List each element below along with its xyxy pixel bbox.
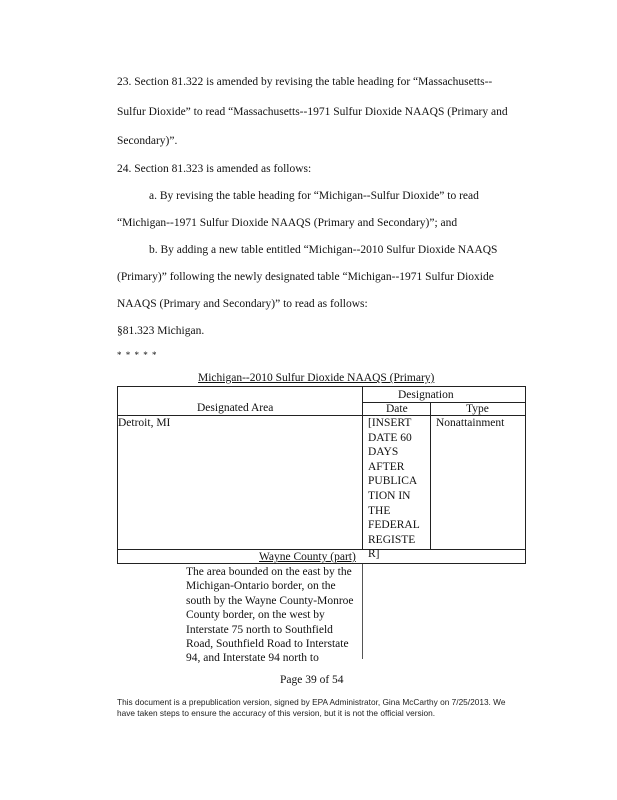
date-line: DAYS [368, 446, 399, 459]
para-23-line2: Sulfur Dioxide” to read “Massachusetts--1971 Sulfur Dioxide NAAQS (Primary and [117, 106, 508, 118]
header-type: Type [466, 403, 489, 415]
date-line: AFTER [368, 460, 405, 473]
desc-col-rule [362, 564, 363, 659]
item-a-line2: “Michigan--1971 Sulfur Dioxide NAAQS (Primary and Secondary)”; and [117, 217, 458, 229]
area-col-rule [362, 386, 363, 549]
para-24: 24. Section 81.323 is amended as follows: [117, 163, 312, 175]
cell-area-detroit: Detroit, MI [118, 417, 171, 429]
date-line: TION IN [368, 489, 411, 502]
date-col-rule [430, 402, 431, 549]
cell-type-nonattainment: Nonattainment [436, 417, 505, 429]
footer-disclaimer: This document is a prepublication version, signed by EPA Administrator, Gina McCarthy on 7/25/2013. We have taken steps to ensure the accuracy of this version, but it is not the official version. [117, 697, 506, 718]
date-line: REGISTE [368, 533, 416, 546]
para-23-line3: Secondary)”. [117, 135, 178, 147]
date-line: [INSERT [368, 417, 412, 429]
date-line: FEDERAL [368, 519, 420, 532]
para-23-line1: 23. Section 81.322 is amended by revising the table heading for “Massachusetts-- [117, 76, 493, 88]
desc-line: Interstate 75 north to Southfield [186, 623, 333, 636]
desc-line: 94, and Interstate 94 north to [186, 652, 319, 665]
header-date: Date [386, 403, 408, 415]
page-number: Page 39 of 54 [280, 674, 344, 686]
item-a-line1: a. By revising the table heading for “Michigan--Sulfur Dioxide” to read [149, 190, 479, 202]
ellipsis-stars: * * * * * [117, 350, 158, 360]
table-right-rule [525, 386, 526, 564]
county-heading: Wayne County (part) [259, 551, 356, 563]
desc-line: The area bounded on the east by the [186, 566, 352, 578]
desc-line: south by the Wayne County-Monroe [186, 594, 354, 607]
date-line: DATE 60 [368, 431, 412, 444]
header-designated-area: Designated Area [197, 402, 274, 414]
date-line: PUBLICA [368, 475, 418, 488]
item-b-line3: NAAQS (Primary and Secondary)” to read as follows: [117, 298, 368, 310]
desc-line: County border, on the west by [186, 609, 325, 622]
date-line: THE [368, 504, 391, 517]
header-designation: Designation [398, 389, 454, 401]
table-top-rule [117, 386, 526, 387]
item-b-line1: b. By adding a new table entitled “Michigan--2010 Sulfur Dioxide NAAQS [149, 244, 498, 256]
desc-line: Michigan-Ontario border, on the [186, 580, 336, 593]
item-b-line2: (Primary)” following the newly designated table “Michigan--1971 Sulfur Dioxide [117, 271, 494, 283]
section-heading: §81.323 Michigan. [117, 325, 205, 337]
desc-line: Road, Southfield Road to Interstate [186, 638, 349, 651]
table-left-rule [117, 386, 118, 564]
table-title: Michigan--2010 Sulfur Dioxide NAAQS (Primary) [198, 372, 435, 384]
cell-date [368, 416, 420, 562]
date-line: R] [368, 548, 380, 561]
county-description [186, 565, 354, 666]
